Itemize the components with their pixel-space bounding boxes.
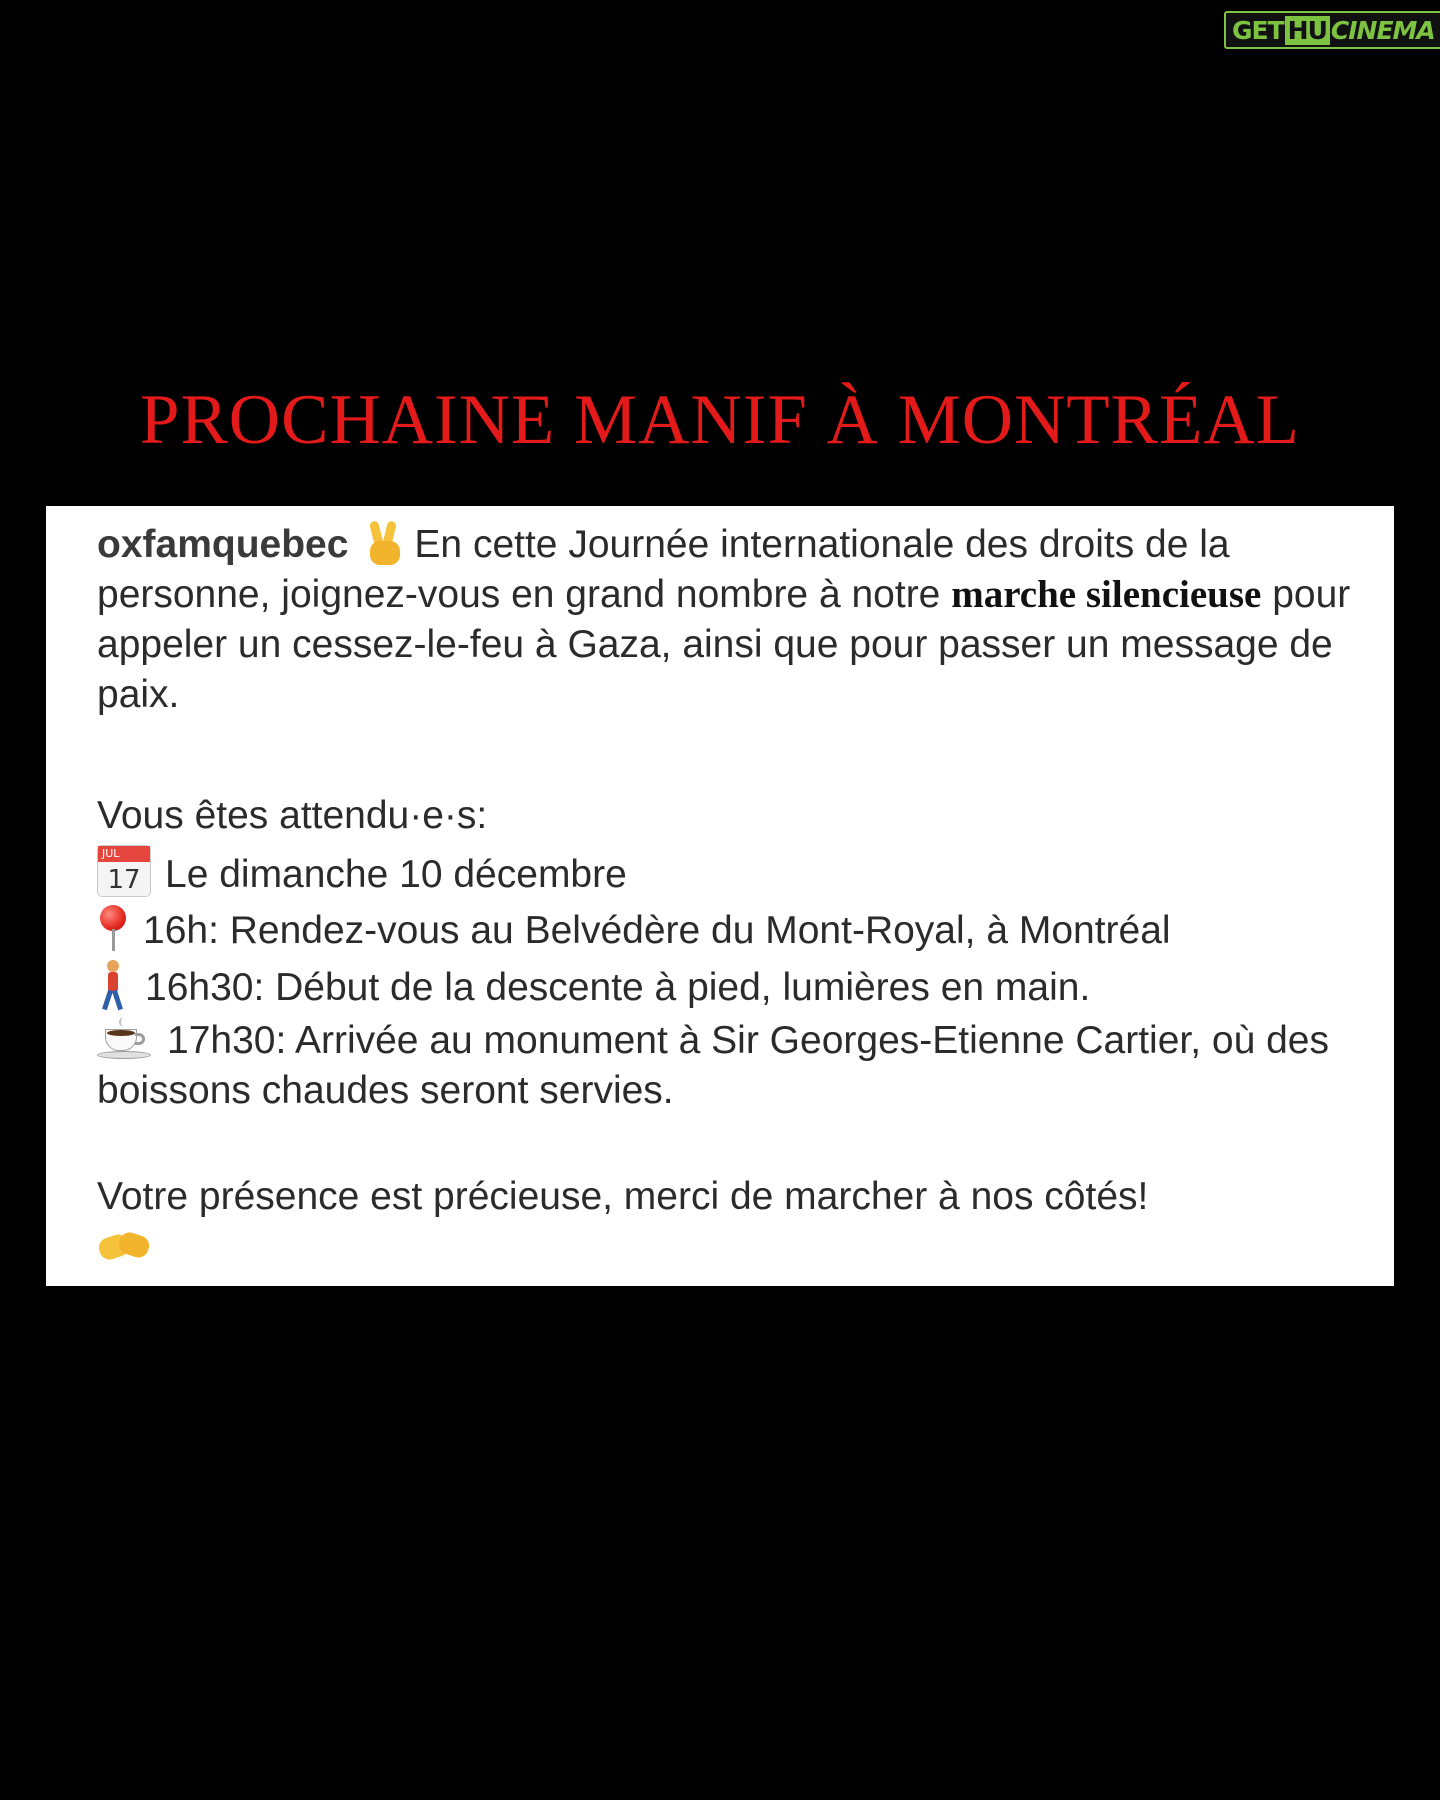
post-handle[interactable]: oxfamquebec [97, 523, 349, 566]
event-details [97, 788, 1394, 1116]
pushpin-icon [97, 903, 127, 953]
caption-bold-text: marche silencieuse [951, 573, 1262, 616]
watermark-logo [1224, 11, 1440, 49]
watermark-part-2: HU [1285, 16, 1330, 45]
calendar-icon: JUL 17 [97, 845, 151, 897]
watermark-part-3: CINEMA [1330, 15, 1435, 45]
event-item-text: 17h30: Arrivée au monument à Sir Georges-Etienne Cartier, où des boissons chaudes seront servies. [97, 1019, 1329, 1112]
event-item-text: 16h30: Début de la descente à pied, lumières en main. [145, 965, 1091, 1009]
caption-intro-text: En cette Journée internationale des droits de la personne, joignez-vous en grand nombre à notre [97, 523, 1230, 616]
event-item-descent [97, 960, 1394, 1017]
handshake-icon [97, 1226, 153, 1266]
watermark-part-1: GET [1232, 15, 1284, 45]
event-item-text: Le dimanche 10 décembre [165, 852, 627, 896]
post-caption-card [46, 506, 1394, 1286]
event-item-text: 16h: Rendez-vous au Belvédère du Mont-Royal, à Montréal [143, 909, 1171, 952]
event-item-arrival [97, 1016, 1394, 1116]
headline: PROCHAINE MANIF À MONTRÉAL [139, 381, 1301, 459]
expected-label: Vous êtes attendu·e·s: [97, 794, 488, 837]
closing-text: Votre présence est précieuse, merci de marcher à nos côtés! [97, 1175, 1149, 1218]
walking-person-icon [97, 960, 127, 1012]
caption-rest-text: pour appeler un cessez-le-feu à Gaza, ainsi que pour passer un message de paix. [97, 573, 1351, 716]
victory-hand-icon [364, 521, 404, 567]
post-caption [97, 520, 1394, 720]
event-item-meeting [97, 903, 1394, 960]
event-item-date [97, 845, 1394, 904]
coffee-icon [97, 1017, 151, 1061]
